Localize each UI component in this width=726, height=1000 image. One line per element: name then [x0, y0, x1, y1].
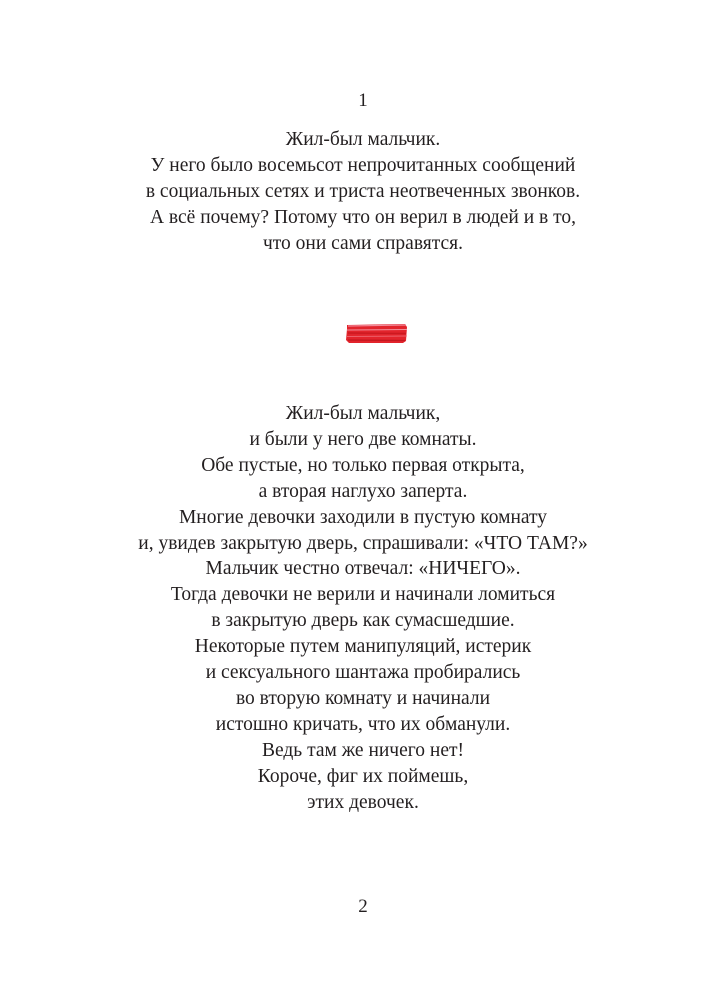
verse-line: А всё почему? Потому что он верил в людей и в то, [149, 206, 577, 228]
verse-line: в социальных сетях и триста неотвеченных звонков. [145, 180, 581, 202]
verse-2 [0, 401, 726, 816]
verse-line: Мальчик честно отвечал: «НИЧЕГО». [205, 558, 521, 580]
verse-line: а вторая наглухо заперта. [258, 480, 468, 502]
verse-line: Тогда девочки не верили и начинали ломиться [170, 584, 556, 606]
verse-line: и были у него две комнаты. [249, 428, 477, 450]
verse-line: Многие девочки заходили в пустую комнату [178, 506, 548, 528]
verse-line: Короче, фиг их поймешь, [257, 765, 469, 787]
verse-line: истошно кричать, что их обманули. [215, 713, 511, 735]
page-number-top: 1 [358, 90, 368, 111]
verse-line: Некоторые путем манипуляций, истерик [194, 636, 532, 658]
red-brush-stroke-icon [345, 321, 409, 345]
verse-line: У него было восемьсот непрочитанных сообщений [150, 154, 576, 176]
verse-line: Ведь там же ничего нет! [261, 739, 465, 761]
verse-line: что они сами справятся. [262, 232, 464, 254]
verse-line: во вторую комнату и начинали [235, 687, 491, 709]
verse-line: Жил-был мальчик, [285, 403, 441, 424]
verse-line: в закрытую дверь как сумасшедшие. [211, 610, 515, 632]
verse-line: и сексуального шантажа пробирались [205, 662, 521, 684]
verse-line: и, увидев закрытую дверь, спрашивали: «ЧТО ТАМ?» [138, 532, 588, 554]
verse-line: Обе пустые, но только первая открыта, [201, 454, 525, 476]
page-number-bottom: 2 [358, 896, 368, 917]
verse-1 [0, 127, 726, 257]
verse-line: этих девочек. [307, 791, 419, 813]
verse-line: Жил-был мальчик. [285, 129, 441, 150]
